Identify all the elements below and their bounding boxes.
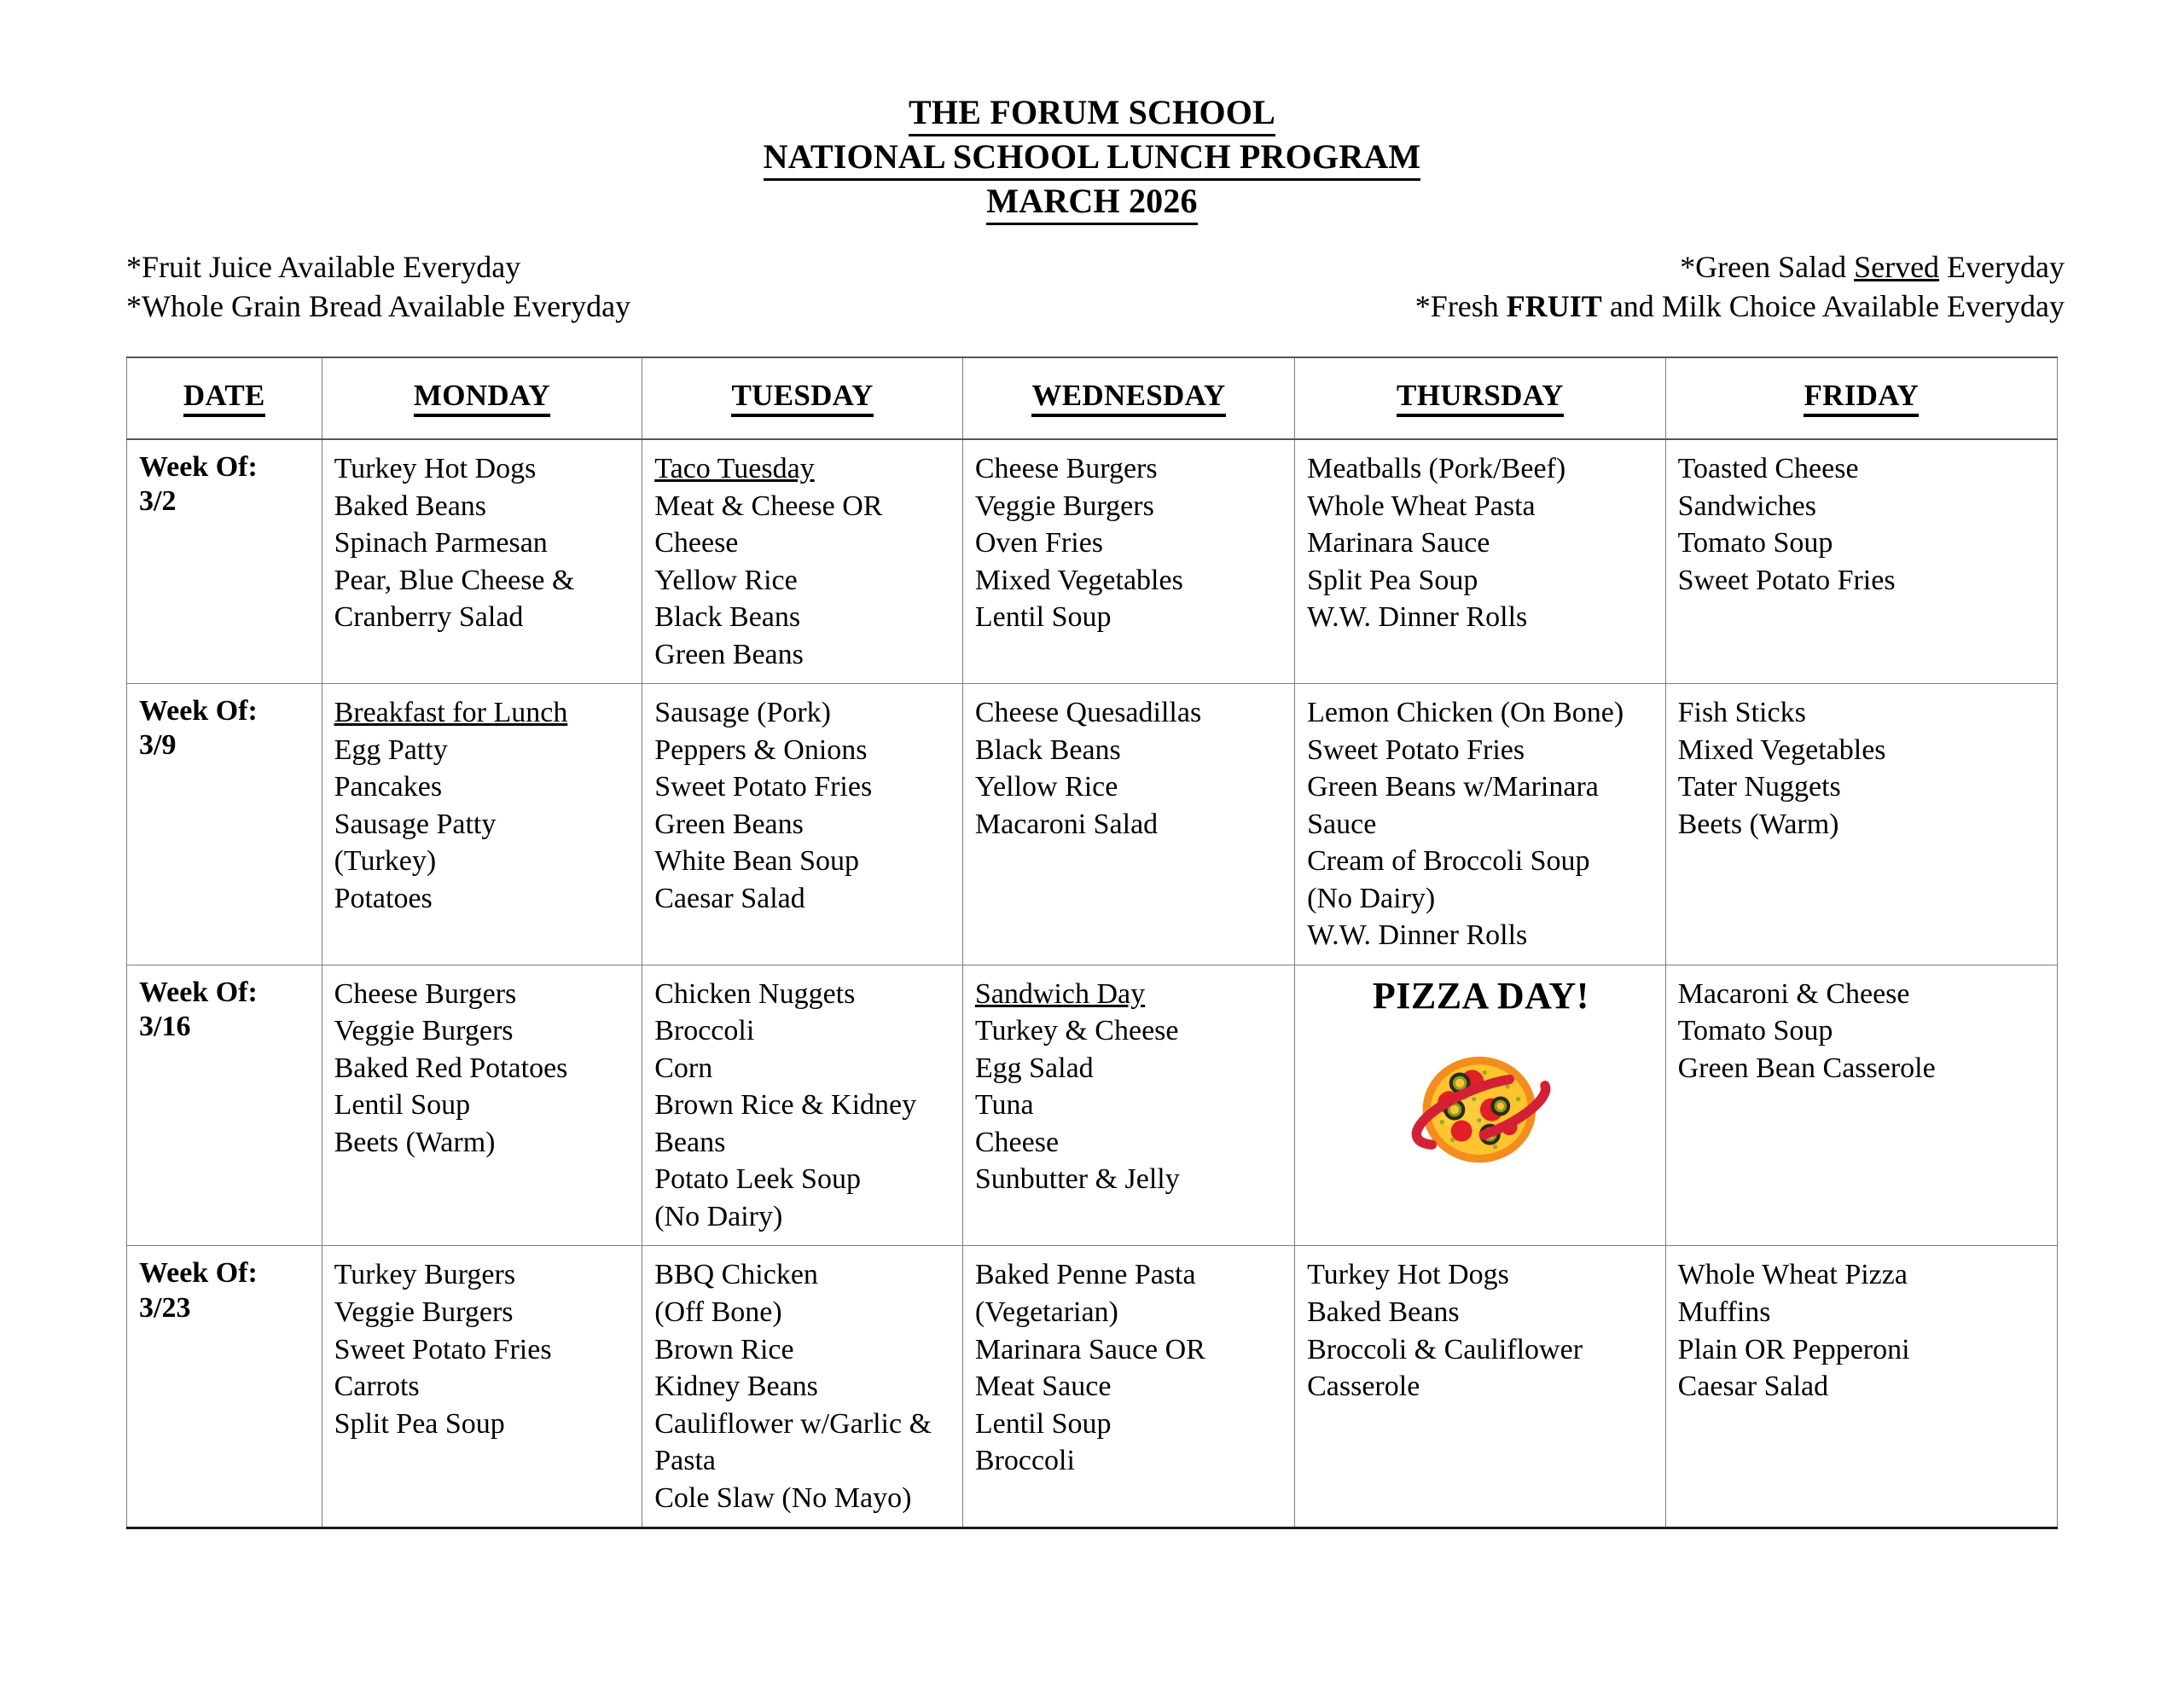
- menu-cell-thursday: [1295, 439, 1665, 684]
- menu-item: Green Beans: [654, 808, 804, 840]
- menu-cell-friday: [1665, 684, 2057, 965]
- week-prefix: Week Of:: [139, 695, 258, 728]
- title-line-school: THE FORUM SCHOOL: [0, 92, 2184, 136]
- menu-item: Lentil Soup: [974, 1407, 1112, 1440]
- menu-item: Sausage (Pork): [654, 697, 832, 729]
- menu-item: Tomato Soup: [1677, 527, 1833, 559]
- menu-item: Lentil Soup: [334, 1089, 471, 1122]
- menu-cell-monday: [322, 1246, 642, 1528]
- note-fruit-bold: FRUIT: [1506, 289, 1602, 324]
- menu-item: Meat Sauce: [974, 1371, 1112, 1403]
- menu-cell-heading: Sandwich Day: [974, 977, 1146, 1010]
- note-whole-grain-bread: *Whole Grain Bread Available Everyday: [126, 289, 631, 324]
- menu-item: Caesar Salad: [1677, 1371, 1829, 1403]
- notes-right: [1415, 247, 2065, 326]
- menu-item: Turkey Hot Dogs: [334, 453, 537, 485]
- menu-item: White Bean Soup: [654, 845, 860, 878]
- menu-cell-friday: [1665, 1246, 2057, 1528]
- menu-item: Black Beans: [654, 601, 801, 634]
- menu-cell-wednesday: [962, 965, 1294, 1246]
- pizza-planet-icon: [1396, 1035, 1566, 1180]
- menu-item: Sunbutter & Jelly: [974, 1163, 1180, 1196]
- menu-item: Cranberry Salad: [334, 601, 524, 634]
- menu-item-list: [1678, 1256, 2047, 1405]
- column-header-tuesday: TUESDAY: [642, 357, 963, 439]
- menu-item: Black Beans: [974, 733, 1121, 766]
- menu-item: Broccoli: [974, 1445, 1075, 1477]
- table-header-row: [127, 357, 2058, 439]
- menu-item: W.W. Dinner Rolls: [1307, 601, 1528, 634]
- menu-item: Split Pea Soup: [334, 1407, 505, 1440]
- menu-item: Green Beans: [654, 638, 804, 670]
- week-prefix: Week Of:: [139, 451, 258, 484]
- menu-item-list: [654, 1256, 952, 1516]
- table-row: [127, 1246, 2058, 1528]
- menu-item-list: [334, 976, 632, 1162]
- menu-item: Toasted Cheese: [1677, 453, 1859, 485]
- menu-item: Yellow Rice: [654, 564, 798, 596]
- menu-item: Whole Wheat Pizza: [1677, 1259, 1908, 1291]
- menu-item: Cheese: [974, 1126, 1060, 1158]
- notes-left: [126, 247, 630, 326]
- menu-item: Cheese Quesadillas: [974, 697, 1202, 729]
- menu-notes: [0, 247, 2184, 326]
- menu-item: (Vegetarian): [974, 1296, 1118, 1328]
- menu-item: (Off Bone): [654, 1296, 782, 1328]
- menu-item: Potatoes: [334, 882, 433, 914]
- menu-cell-tuesday: [642, 965, 963, 1246]
- menu-item-list: [975, 1256, 1284, 1479]
- menu-item: Carrots: [334, 1371, 420, 1403]
- note-fresh-fruit-milk: *Fresh FRUIT and Milk Choice Available Everyday: [1414, 289, 2065, 324]
- menu-item: Potato Leek Soup: [654, 1163, 861, 1196]
- menu-item-list: [1307, 1256, 1654, 1405]
- week-date: 3/23: [139, 1291, 191, 1324]
- pizza-day-title: PIZZA DAY!: [1372, 974, 1589, 1017]
- menu-item: Corn: [654, 1052, 713, 1084]
- menu-item-list: [1307, 694, 1654, 954]
- menu-item: Veggie Burgers: [974, 490, 1154, 522]
- menu-cell-tuesday: [642, 1246, 963, 1528]
- menu-item-list: [334, 694, 632, 917]
- menu-item: Beans: [654, 1126, 726, 1158]
- menu-item: Tomato Soup: [1677, 1015, 1833, 1047]
- menu-cell-wednesday: [962, 1246, 1294, 1528]
- menu-item: Baked Penne Pasta: [974, 1259, 1196, 1291]
- menu-item: W.W. Dinner Rolls: [1307, 919, 1528, 952]
- menu-item: Mixed Vegetables: [1677, 733, 1886, 766]
- menu-item: Meat & Cheese OR: [654, 490, 883, 522]
- table-row: [127, 965, 2058, 1246]
- title-line-month: MARCH 2026: [0, 181, 2184, 225]
- week-prefix: Week Of:: [139, 1257, 258, 1290]
- menu-item: Brown Rice: [654, 1333, 794, 1365]
- menu-item: Marinara Sauce: [1307, 527, 1490, 559]
- note-served-underline: Served: [1854, 250, 1940, 284]
- week-date: 3/2: [139, 485, 177, 518]
- menu-item: Turkey & Cheese: [974, 1015, 1179, 1047]
- menu-item-list: [1678, 976, 2047, 1087]
- week-date-cell: [127, 965, 322, 1246]
- menu-item: Sweet Potato Fries: [334, 1333, 552, 1365]
- menu-item: Casserole: [1307, 1371, 1420, 1403]
- menu-item: Meatballs (Pork/Beef): [1307, 453, 1566, 485]
- menu-item: Mixed Vegetables: [974, 564, 1183, 596]
- menu-item: Brown Rice & Kidney: [654, 1089, 917, 1122]
- menu-item: Baked Beans: [1307, 1296, 1460, 1328]
- menu-cell-heading: Breakfast for Lunch: [334, 697, 568, 729]
- menu-item: Macaroni Salad: [974, 808, 1159, 840]
- column-header-monday: MONDAY: [322, 357, 642, 439]
- menu-item: Turkey Burgers: [334, 1259, 516, 1291]
- week-label: [139, 450, 311, 519]
- table-row: [127, 684, 2058, 965]
- menu-table-wrap: [0, 357, 2184, 1529]
- menu-cell-tuesday: [642, 684, 963, 965]
- menu-cell-wednesday: [962, 439, 1294, 684]
- menu-item: Fish Sticks: [1677, 697, 1806, 729]
- note-green-salad: *Green Salad Served Everyday: [1680, 250, 2065, 284]
- week-label: [139, 1256, 311, 1325]
- menu-item: Oven Fries: [974, 527, 1104, 559]
- menu-item: Cauliflower w/Garlic &: [654, 1407, 932, 1440]
- column-header-friday: FRIDAY: [1665, 357, 2057, 439]
- menu-item: Cheese: [654, 527, 739, 559]
- menu-item: Macaroni & Cheese: [1677, 977, 1910, 1010]
- week-date-cell: [127, 1246, 322, 1528]
- menu-item: Caesar Salad: [654, 882, 805, 914]
- menu-item: Green Bean Casserole: [1677, 1052, 1936, 1084]
- table-body: [127, 439, 2058, 1528]
- menu-item: Pancakes: [334, 771, 443, 803]
- menu-item: Split Pea Soup: [1307, 564, 1478, 596]
- menu-item: Cole Slaw (No Mayo): [654, 1481, 912, 1514]
- menu-item: Sweet Potato Fries: [654, 771, 873, 803]
- menu-item: Chicken Nuggets: [654, 977, 856, 1010]
- menu-item: (No Dairy): [654, 1200, 783, 1232]
- menu-cell-thursday: [1295, 684, 1665, 965]
- menu-item: Cheese Burgers: [974, 453, 1158, 485]
- menu-item: (No Dairy): [1307, 882, 1436, 914]
- menu-item-list: [975, 450, 1284, 636]
- menu-cell-monday: [322, 965, 642, 1246]
- menu-item-list: [1307, 450, 1654, 636]
- note-fruit-juice: *Fruit Juice Available Everyday: [126, 250, 521, 284]
- menu-item: Beets (Warm): [1677, 808, 1839, 840]
- menu-cell-friday: [1665, 965, 2057, 1246]
- week-label: [139, 694, 311, 762]
- menu-item: Spinach Parmesan: [334, 527, 548, 559]
- menu-item: Sauce: [1307, 808, 1377, 840]
- menu-item: Whole Wheat Pasta: [1307, 490, 1536, 522]
- menu-item: Veggie Burgers: [334, 1296, 514, 1328]
- menu-item-list: [334, 1256, 632, 1442]
- menu-item: Beets (Warm): [334, 1126, 496, 1158]
- menu-item: Kidney Beans: [654, 1371, 818, 1403]
- week-date-cell: [127, 439, 322, 684]
- menu-item: Veggie Burgers: [334, 1015, 514, 1047]
- menu-item: Muffins: [1677, 1296, 1771, 1328]
- menu-cell-heading: Taco Tuesday: [654, 453, 815, 485]
- menu-item: Cream of Broccoli Soup: [1307, 845, 1590, 878]
- menu-item: Peppers & Onions: [654, 733, 868, 766]
- page-title: [0, 0, 2184, 225]
- menu-item-list: [1678, 694, 2047, 843]
- menu-item: Baked Red Potatoes: [334, 1052, 568, 1084]
- menu-item: Broccoli & Cauliflower: [1307, 1333, 1583, 1365]
- menu-item: Turkey Hot Dogs: [1307, 1259, 1509, 1291]
- menu-cell-wednesday: [962, 684, 1294, 965]
- menu-item: Green Beans w/Marinara: [1307, 771, 1599, 803]
- menu-item: Sweet Potato Fries: [1677, 564, 1896, 596]
- menu-item-list: [654, 450, 952, 673]
- menu-item-list: [654, 694, 952, 917]
- table-header: [127, 357, 2058, 439]
- menu-item-list: [1678, 450, 2047, 599]
- lunch-menu-table: [126, 357, 2058, 1529]
- menu-item: Cheese Burgers: [334, 977, 517, 1010]
- week-prefix: Week Of:: [139, 976, 258, 1008]
- column-header-thursday: THURSDAY: [1295, 357, 1665, 439]
- menu-item: Lentil Soup: [974, 601, 1112, 634]
- menu-item: Plain OR Pepperoni: [1677, 1333, 1910, 1365]
- column-header-date: DATE: [127, 357, 322, 439]
- menu-item-list: [975, 976, 1284, 1198]
- menu-item: Yellow Rice: [974, 771, 1118, 803]
- menu-cell-monday: [322, 684, 642, 965]
- menu-cell-tuesday: [642, 439, 963, 684]
- menu-item: Lemon Chicken (On Bone): [1307, 697, 1624, 729]
- menu-item: BBQ Chicken: [654, 1259, 818, 1291]
- menu-item: Egg Salad: [974, 1052, 1094, 1084]
- menu-item: Broccoli: [654, 1015, 755, 1047]
- week-date: 3/16: [139, 1010, 191, 1042]
- menu-item: Baked Beans: [334, 490, 487, 522]
- week-date-cell: [127, 684, 322, 965]
- menu-item: Pear, Blue Cheese &: [334, 564, 575, 596]
- menu-item-list: [654, 976, 952, 1236]
- menu-item-list: [975, 694, 1284, 843]
- menu-item: (Turkey): [334, 845, 437, 878]
- menu-cell-friday: [1665, 439, 2057, 684]
- menu-cell-thursday: [1295, 965, 1665, 1246]
- menu-item: Egg Patty: [334, 733, 448, 766]
- menu-item: Marinara Sauce OR: [974, 1333, 1205, 1365]
- menu-item: Sweet Potato Fries: [1307, 733, 1525, 766]
- week-date: 3/9: [139, 729, 177, 762]
- menu-item: Tuna: [974, 1089, 1034, 1122]
- table-row: [127, 439, 2058, 684]
- menu-item: Sandwiches: [1677, 490, 1817, 522]
- menu-cell-monday: [322, 439, 642, 684]
- week-label: [139, 976, 311, 1044]
- menu-item: Tater Nuggets: [1677, 771, 1841, 803]
- menu-item-list: [334, 450, 632, 636]
- menu-item: Pasta: [654, 1445, 716, 1477]
- menu-item: Sausage Patty: [334, 808, 497, 840]
- column-header-wednesday: WEDNESDAY: [962, 357, 1294, 439]
- menu-cell-thursday: [1295, 1246, 1665, 1528]
- title-line-program: NATIONAL SCHOOL LUNCH PROGRAM: [0, 136, 2184, 181]
